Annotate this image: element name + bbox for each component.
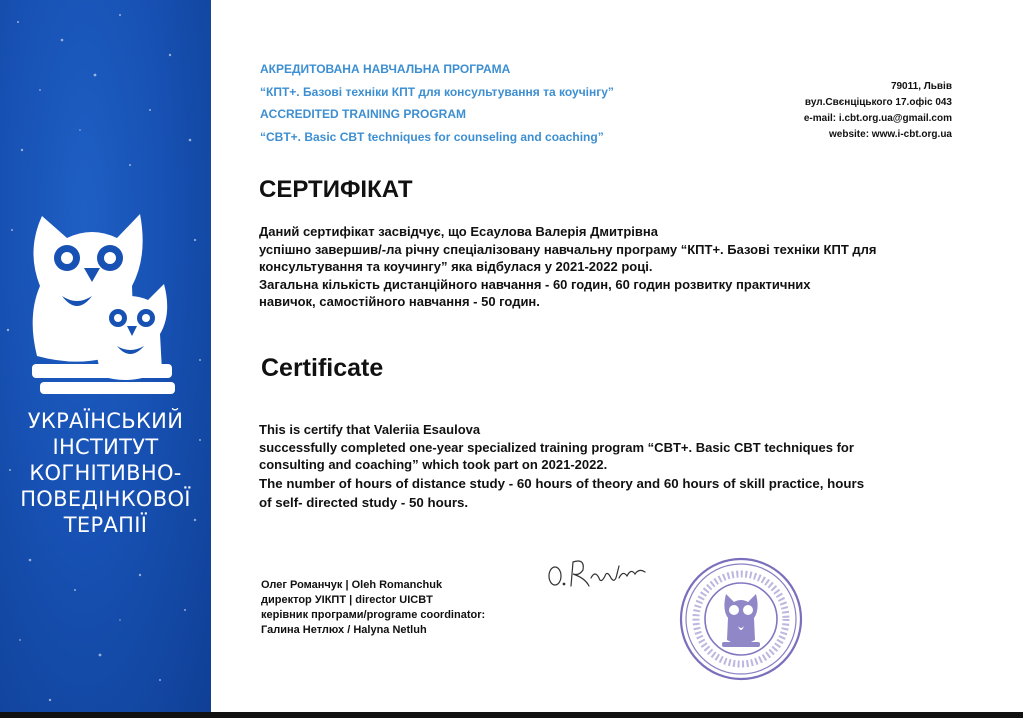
certificate-line: of self- directed study - 50 hours. bbox=[259, 495, 469, 510]
certificate-title-ua: СЕРТИФІКАТ bbox=[259, 176, 413, 203]
certificate-line: successfully completed one-year specialized training program “CBT+. Basic CBT techniques for bbox=[259, 439, 854, 455]
program-name-en: “CBT+. Basic CBT techniques for counseling and coaching” bbox=[260, 130, 604, 144]
program-heading-en: ACCREDITED TRAINING PROGRAM bbox=[260, 107, 466, 121]
certificate-body-en bbox=[259, 421, 864, 513]
certificate-line: Даний сертифікат засвідчує, що Есаулова Валерія Дмитрівна bbox=[259, 224, 658, 239]
institute-name-line: КОГНІТИВНО- bbox=[29, 461, 182, 485]
bottom-border bbox=[0, 712, 1023, 718]
contact-street: вул.Свєнціцького 17.офіс 043 bbox=[804, 97, 952, 108]
certificate-body-ua bbox=[259, 223, 876, 311]
certificate-line: навичок, самостійного навчання - 50 годин. bbox=[259, 294, 540, 309]
certificate-line: консультування та коучингу” яка відбулася у 2021-2022 році. bbox=[259, 259, 653, 274]
program-heading-ua: АКРЕДИТОВАНА НАВЧАЛЬНА ПРОГРАМА bbox=[260, 62, 511, 76]
contact-website: website: www.i-cbt.org.ua bbox=[829, 129, 952, 140]
owl-logo-icon bbox=[22, 196, 190, 406]
institute-name-line: УКРАЇНСЬКИЙ bbox=[27, 409, 184, 433]
certificate-line: This is certify that Valeriia Esaulova bbox=[259, 422, 481, 437]
signatory-line: директор УІКПТ | director UICBT bbox=[261, 594, 433, 606]
certificate-line: успішно завершив/-ла річну спеціалізовану навчальну програму “КПТ+. Базові техніки КПТ для bbox=[259, 241, 877, 257]
certificate-line: The number of hours of distance study - 60 hours of theory and 60 hours of skill practice, hours bbox=[259, 475, 865, 491]
contact-email: e-mail: i.cbt.org.ua@gmail.com bbox=[803, 113, 952, 124]
contact-block bbox=[804, 79, 952, 143]
contact-city: 79011, Львів bbox=[890, 81, 952, 92]
certificate-title-en: Certificate bbox=[261, 354, 384, 382]
program-name-ua: “КПТ+. Базові техніки КПТ для консультування та коучінгу” bbox=[260, 85, 614, 99]
owl-seal-stamp bbox=[678, 556, 804, 682]
signatory-line: Олег Романчук | Oleh Romanchuk bbox=[261, 579, 443, 591]
institute-name-line: ПОВЕДІНКОВОЇ bbox=[20, 487, 191, 511]
institute-name-line: ІНСТИТУТ bbox=[52, 435, 159, 459]
signatory-block bbox=[261, 578, 485, 638]
signatory-line: керівник програми/programe coordinator: bbox=[261, 609, 486, 621]
institute-name bbox=[0, 408, 211, 538]
handwritten-signature bbox=[545, 548, 650, 596]
certificate-line: consulting and coaching” which took part on 2021-2022. bbox=[259, 457, 608, 472]
signatory-line: Галина Нетлюх / Halyna Netluh bbox=[261, 624, 427, 636]
institute-name-line: ТЕРАПІЇ bbox=[63, 513, 148, 537]
certificate-line: Загальна кількість дистанційного навчання - 60 годин, 60 годин розвитку практичних bbox=[259, 276, 811, 292]
sidebar-panel bbox=[0, 0, 211, 718]
